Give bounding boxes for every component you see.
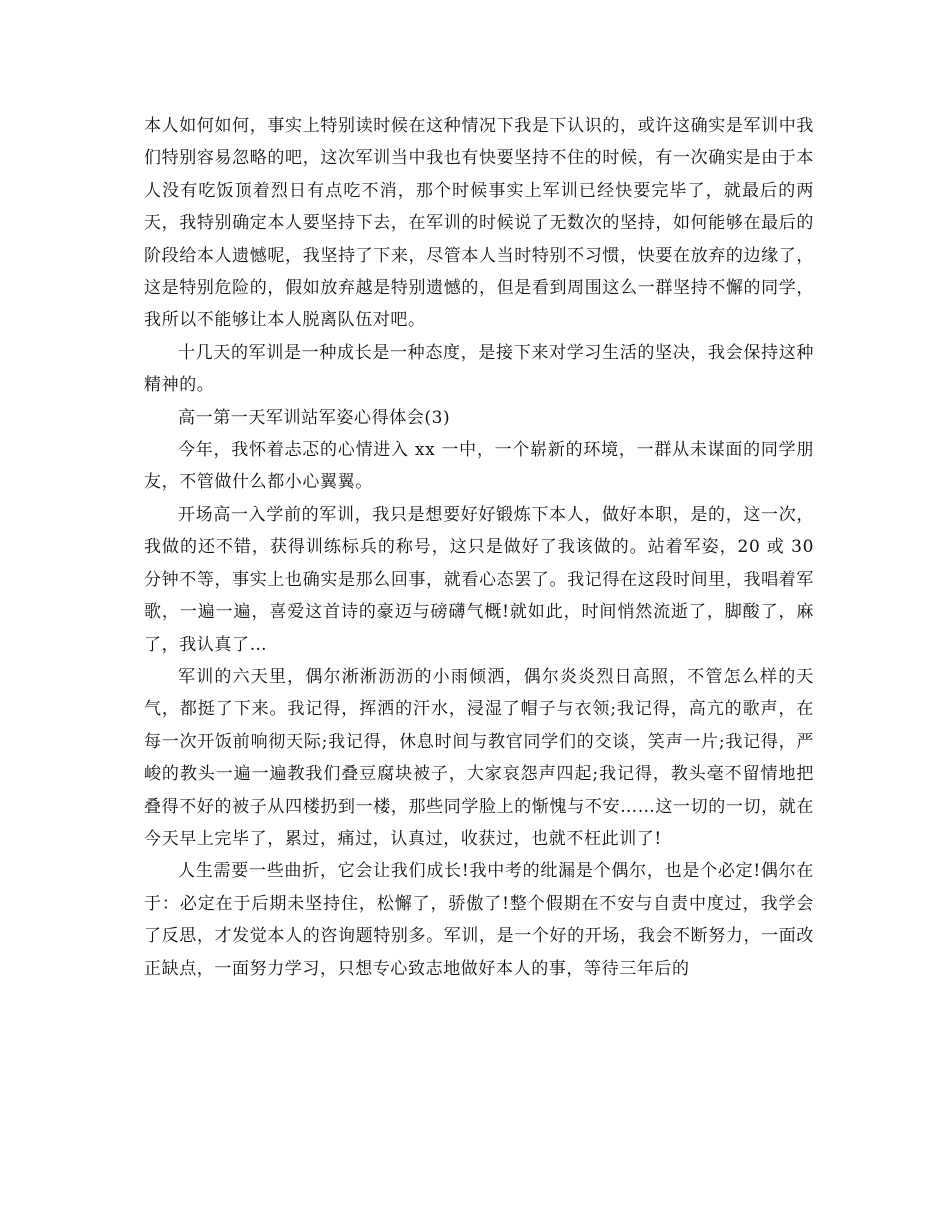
paragraph: 十几天的军训是一种成长是一种态度，是接下来对学习生活的坚决，我会保持这种精神的。 bbox=[144, 342, 814, 396]
paragraph: 人生需要一些曲折，它会让我们成长!我中考的纰漏是个偶尔，也是个必定!偶尔在于：必定在于后期未坚持住，松懈了，骄傲了!整个假期在不安与自责中度过，我学会了反思，才发觉本人的咨询题特别多。军训，是一个好的开场，我会不断努力，一面改正缺点，一面努力学习，只想专心致志地做好本人的事，等待三年后的 bbox=[144, 861, 814, 979]
section-heading: 高一第一天军训站军姿心得体会(3) bbox=[178, 407, 451, 428]
paragraph: 军训的六天里，偶尔淅淅沥沥的小雨倾洒，偶尔炎炎烈日高照，不管怎么样的天气，都挺了下来。我记得，挥洒的汗水，浸湿了帽子与衣领;我记得，高亢的歌声，在每一次开饭前响彻天际;我记得，休息时间与教官同学们的交谈，笑声一片;我记得，严峻的教头一遍一遍教我们叠豆腐块被子，大家哀怨声四起;我记得，教头毫不留情地把叠得不好的被子从四楼扔到一楼，那些同学脸上的惭愧与不安……这一切的一切，就在今天早上完毕了，累过，痛过，认真过，收获过，也就不枉此训了! bbox=[144, 666, 814, 849]
paragraph: 开场高一入学前的军训，我只是想要好好锻炼下本人，做好本职，是的，这一次，我做的还不错，获得训练标兵的称号，这只是做好了我该做的。站着军姿，20 或 30 分钟不等，事实上也确实是那么回事，就看心态罢了。我记得在这段时间里，我唱着军歌，一遍一遍，喜爱这首诗的豪迈与磅礴气概!就如此，时间悄然流逝了，脚酸了，麻了，我认真了… bbox=[144, 504, 814, 655]
paragraph: 本人如何如何，事实上特别读时候在这种情况下我是下认识的，或许这确实是军训中我们特别容易忽略的吧，这次军训当中我也有快要坚持不住的时候，有一次确实是由于本人没有吃饭顶着烈日有点吃不消，那个时候事实上军训已经快要完毕了，就最后的两天，我特别确定本人要坚持下去，在军训的时候说了无数次的坚持，如何能够在最后的阶段给本人遗憾呢，我坚持了下来，尽管本人当时特别不习惯，快要在放弃的边缘了，这是特别危险的，假如放弃越是特别遗憾的，但是看到周围这么一群坚持不懈的同学，我所以不能够让本人脱离队伍对吧。 bbox=[144, 116, 814, 331]
paragraph: 今年，我怀着忐忑的心情进入 xx 一中，一个崭新的环境，一群从未谋面的同学朋友，不管做什么都小心翼翼。 bbox=[144, 440, 814, 493]
document-body bbox=[144, 110, 814, 985]
